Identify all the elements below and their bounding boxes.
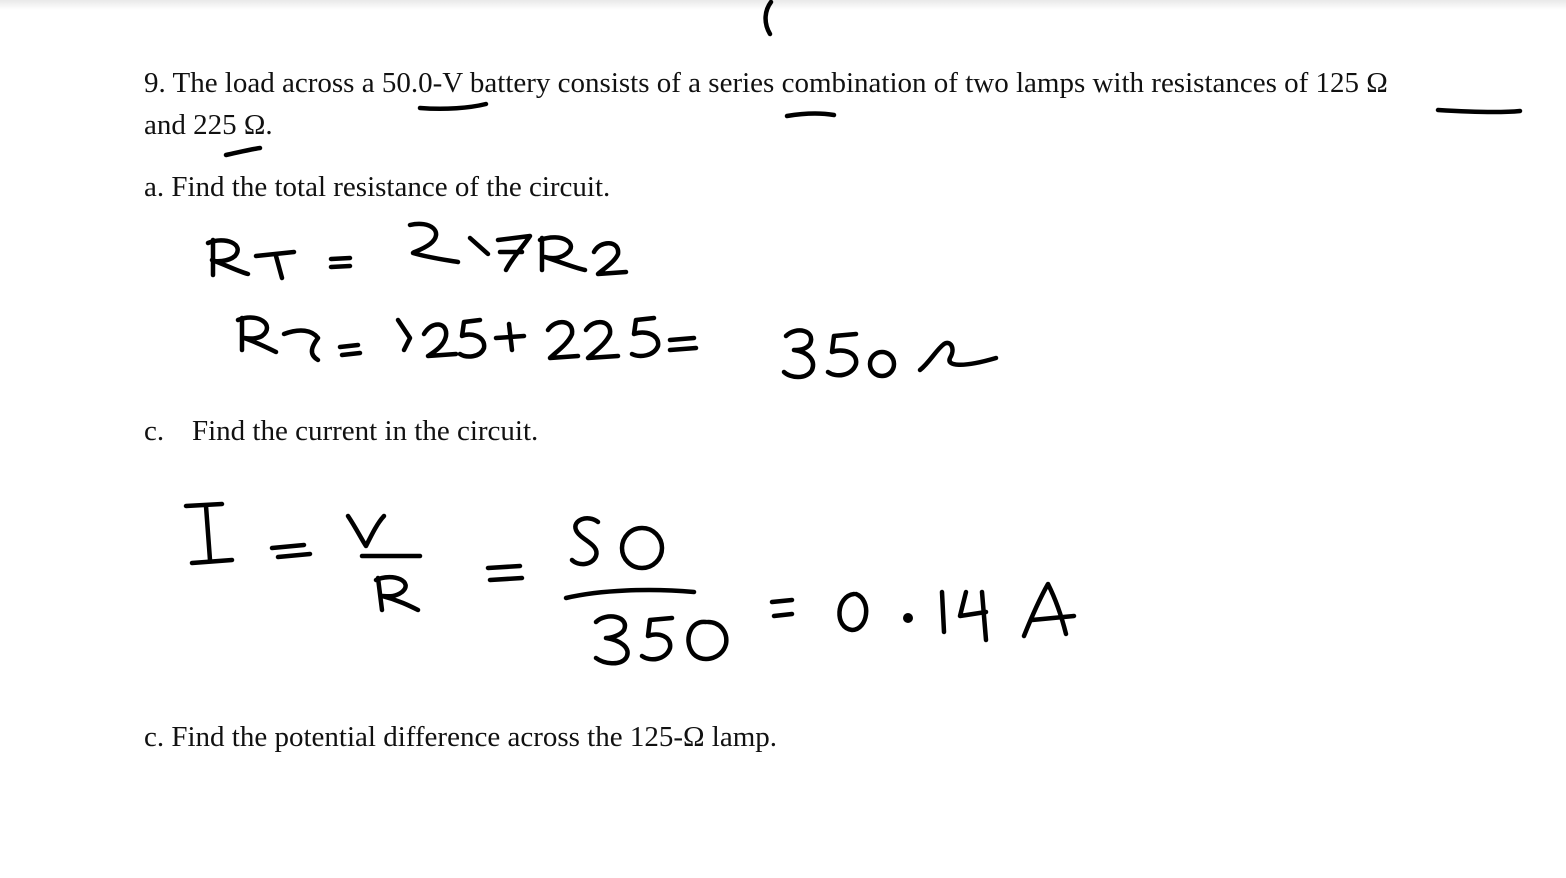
underline-series (787, 114, 834, 116)
underline-125 (1438, 110, 1520, 112)
part-c-text: Find the current in the circuit. (192, 415, 539, 447)
part-c-potential-difference-prompt: c. Find the potential difference across the 125-Ω lamp. (144, 721, 778, 753)
part-a-prompt: a. Find the total resistance of the circuit. (144, 171, 611, 203)
underline-225 (226, 148, 260, 155)
calc-current (488, 518, 1074, 663)
calc-total-resistance (238, 318, 996, 377)
underline-50v (420, 104, 486, 109)
question-9-line-2: and 225 Ω. (144, 109, 273, 141)
page-top-edge (0, 0, 1566, 10)
part-c-label: c. (144, 415, 165, 447)
formula-total-resistance (208, 224, 626, 278)
question-9-line-1: 9. The load across a 50.0-V battery consists of a series combination of two lamps with resistances of 125 Ω (144, 67, 1388, 99)
part-c-current-prompt (144, 415, 538, 447)
formula-current (186, 504, 420, 610)
